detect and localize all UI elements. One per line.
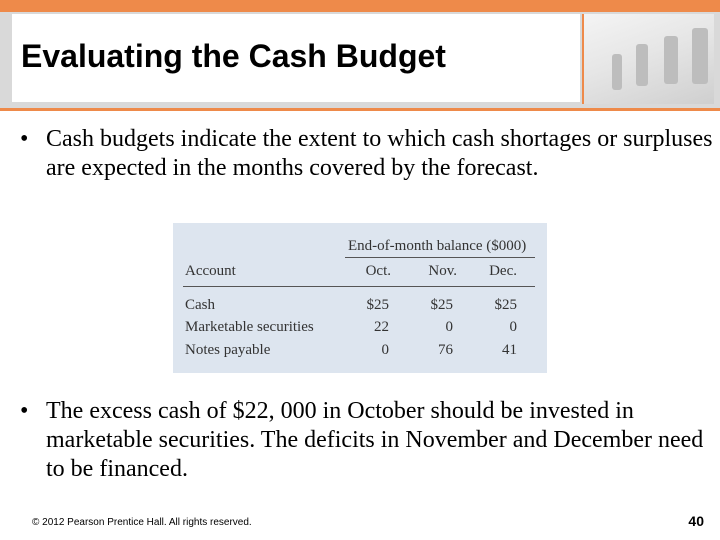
table-group-header: End-of-month balance ($000) — [348, 238, 527, 254]
cash-budget-table — [173, 223, 547, 373]
header-divider — [0, 108, 720, 111]
table-cell: 0 — [445, 319, 453, 335]
table-row-label: Notes payable — [185, 342, 271, 358]
photo-chair — [692, 28, 708, 84]
photo-chair — [664, 36, 678, 84]
table-cell: 0 — [509, 319, 517, 335]
table-row-label: Cash — [185, 297, 215, 313]
copyright-footer: © 2012 Pearson Prentice Hall. All rights reserved. — [32, 517, 252, 528]
table-row-label: Marketable securities — [185, 319, 314, 335]
bullet-symbol: • — [20, 398, 29, 424]
table-cell: 76 — [438, 342, 453, 358]
table-cell: 0 — [381, 342, 389, 358]
table-rule — [183, 286, 535, 287]
table-cell: $25 — [494, 297, 517, 313]
table-cell: 41 — [502, 342, 517, 358]
table-rule — [345, 257, 535, 258]
photo-chair — [612, 54, 622, 90]
table-column-header: Dec. — [489, 263, 517, 279]
bullet-text: The excess cash of $22, 000 in October should be invested in marketable securities. The deficits in November and December need to be financed. — [46, 398, 704, 482]
bullet-symbol: • — [20, 126, 29, 152]
top-accent-bar — [0, 0, 720, 12]
slide-title: Evaluating the Cash Budget — [21, 38, 446, 74]
page-number: 40 — [688, 513, 704, 529]
table-column-header: Nov. — [428, 263, 457, 279]
table-column-header: Oct. — [365, 263, 391, 279]
table-cell: $25 — [430, 297, 453, 313]
photo-chair — [636, 44, 648, 86]
table-account-header: Account — [185, 263, 236, 279]
bullet-text: Cash budgets indicate the extent to which cash shortages or surpluses are expected in the months covered by the forecast. — [46, 126, 713, 181]
conference-room-photo — [582, 14, 714, 104]
table-cell: 22 — [374, 319, 389, 335]
table-cell: $25 — [366, 297, 389, 313]
